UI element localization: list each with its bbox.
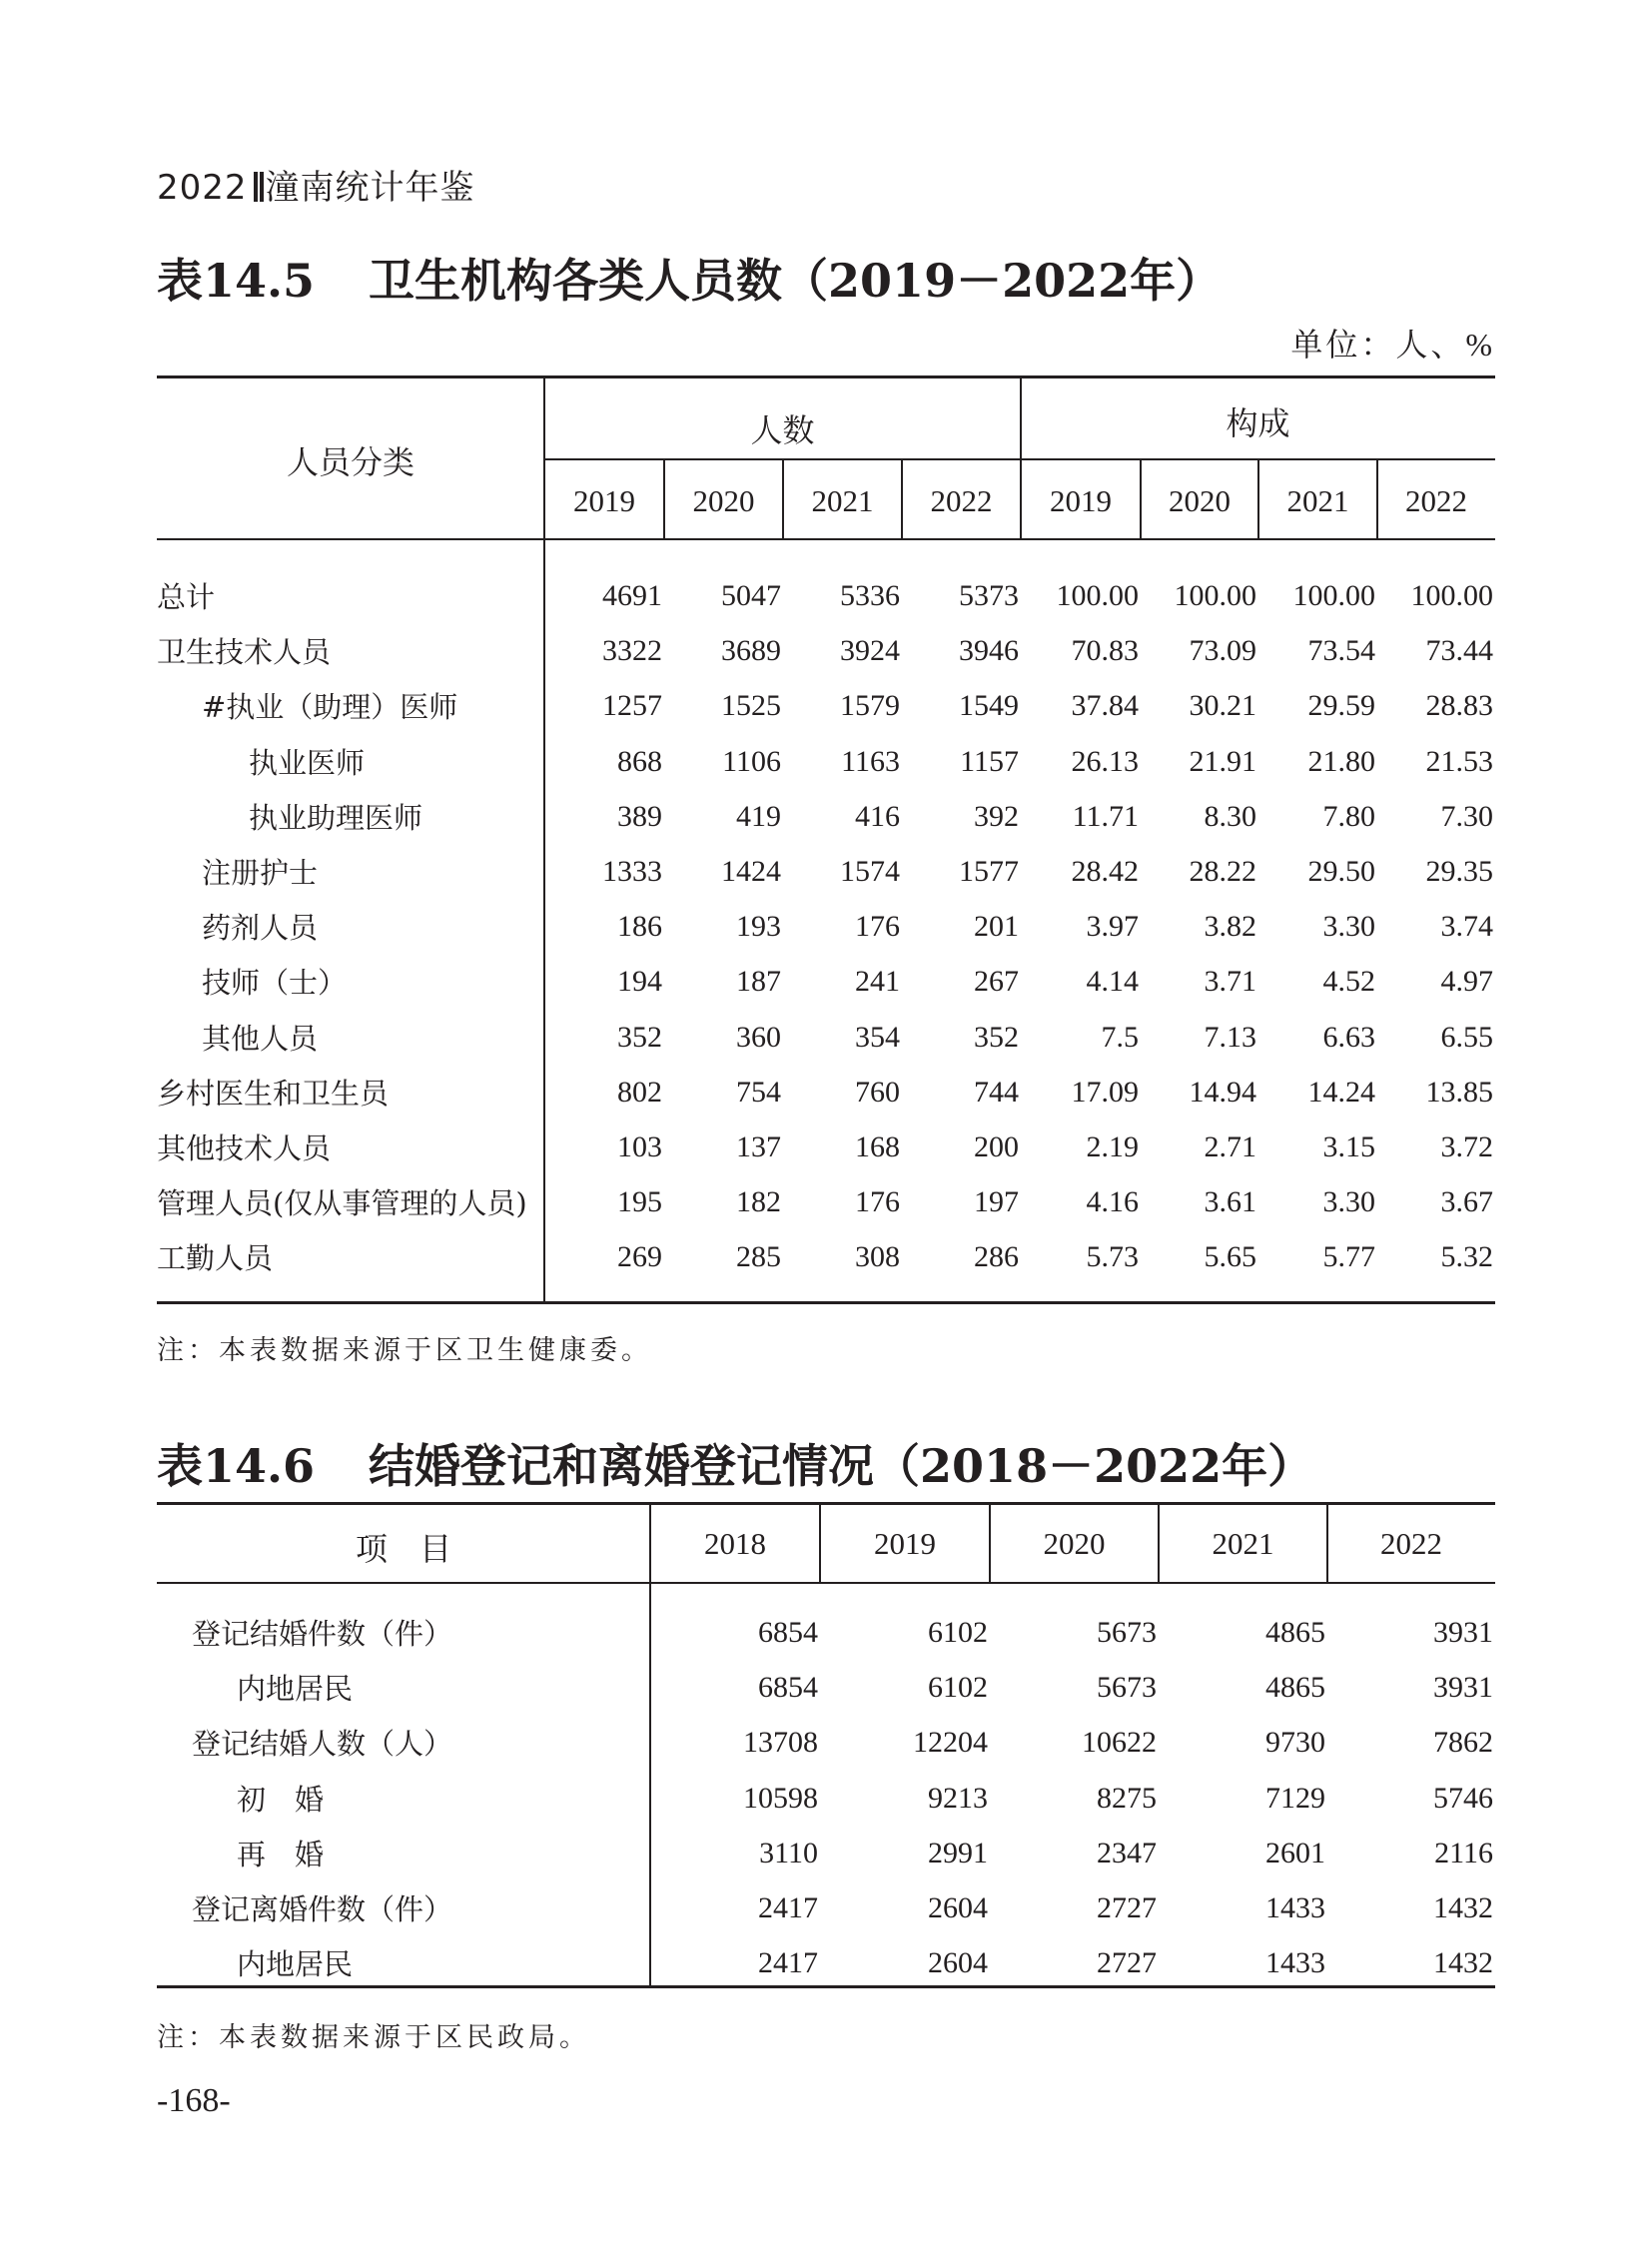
table2-cell: 2116	[1434, 1836, 1493, 1869]
table1-cell: 193	[736, 910, 781, 944]
table1-cell: 100.00	[1410, 579, 1493, 612]
table1-cell: 201	[974, 910, 1019, 944]
table1-cell: 100.00	[1292, 579, 1375, 612]
table1-cell: 1106	[722, 744, 781, 778]
table2-cell: 2727	[1097, 1946, 1157, 1980]
table1-cell: 6.63	[1322, 1020, 1375, 1054]
table2-row-header: 项 目	[355, 1530, 451, 1568]
table1-row-label: 执业助理医师	[249, 800, 423, 835]
table2-row-label: 登记离婚件数（件）	[192, 1892, 453, 1926]
table1-cell: 2.71	[1204, 1130, 1256, 1163]
table1-cell: 2.19	[1086, 1130, 1139, 1163]
table1-year-header: 2021	[811, 483, 874, 518]
table2-year-header: 2022	[1380, 1526, 1442, 1561]
table1-cell: 100.00	[1056, 579, 1139, 612]
table2-row-label: 登记结婚件数（件）	[192, 1617, 453, 1651]
table2-cell: 2601	[1265, 1836, 1325, 1869]
table1-cell: 182	[736, 1185, 781, 1219]
table2-cell: 2604	[928, 1946, 988, 1980]
table2-cell: 13708	[743, 1726, 818, 1760]
table1-cell: 802	[617, 1075, 662, 1109]
table1-row-label: 注册护士	[202, 856, 319, 890]
table1-cell: 7.13	[1204, 1020, 1256, 1054]
running-head	[157, 160, 475, 209]
table2-cell: 3931	[1433, 1671, 1493, 1705]
table1-cell: 3.71	[1204, 965, 1256, 999]
table2-row-label: 再 婚	[237, 1837, 325, 1871]
table1-cell: 7.30	[1440, 799, 1493, 833]
table1-cell: 1577	[959, 855, 1019, 888]
table1-cell: 21.91	[1189, 744, 1256, 778]
table1-row-label: 乡村医生和卫生员	[157, 1076, 390, 1111]
table1-cell: 28.22	[1189, 855, 1256, 888]
table1-cell: 1574	[840, 855, 900, 888]
table2-cell: 7129	[1265, 1781, 1325, 1815]
table2-cell: 7862	[1433, 1726, 1493, 1760]
table1-cell: 186	[617, 910, 662, 944]
table1-cell: 1163	[841, 744, 900, 778]
table1-cell: 194	[617, 965, 662, 999]
table1-cell: 286	[974, 1240, 1019, 1274]
table1-year-header: 2020	[692, 483, 755, 518]
table1-year-header: 2021	[1286, 483, 1349, 518]
table1-cell: 14.24	[1307, 1075, 1375, 1109]
table1-cell: 200	[974, 1130, 1019, 1163]
table1-cell: 30.21	[1189, 689, 1256, 723]
table2-row-label: 登记结婚人数（人）	[192, 1727, 453, 1762]
table1-cell: 389	[617, 799, 662, 833]
table2-cell: 1433	[1265, 1946, 1325, 1980]
running-head-separator	[254, 172, 258, 202]
table1-cell: 17.09	[1071, 1075, 1139, 1109]
table2-title	[157, 1430, 1313, 1496]
table1-cell: 187	[736, 965, 781, 999]
running-head-book: 潼南统计年鉴	[265, 168, 475, 208]
table2-cell: 2347	[1097, 1836, 1157, 1869]
table2-title-text: 结婚登记和离婚登记情况（2018－2022年）	[369, 1439, 1314, 1493]
table1-cell: 5.65	[1204, 1240, 1256, 1274]
table1-note: 注：本表数据来源于区卫生健康委。	[157, 1335, 652, 1365]
table1-row-label: 药剂人员	[202, 911, 319, 946]
table1-cell: 29.35	[1425, 855, 1493, 888]
table2-cell: 2604	[928, 1891, 988, 1924]
table1-row-label: 卫生技术人员	[157, 635, 332, 670]
table1-cell: 195	[617, 1185, 662, 1219]
table1-year-header: 2020	[1169, 483, 1231, 518]
table2-year-header: 2021	[1212, 1526, 1274, 1561]
table1-cell: 21.80	[1307, 744, 1375, 778]
table1-cell: 21.53	[1425, 744, 1493, 778]
table2-bottom-rule	[157, 1985, 1495, 1988]
table1-row-label: 其他人员	[202, 1021, 319, 1056]
table1-cell: 3.15	[1322, 1130, 1375, 1163]
table1-cell: 3.72	[1440, 1130, 1493, 1163]
table2	[157, 1502, 1495, 1991]
table2-cell: 6854	[758, 1671, 818, 1705]
table2-cell: 6854	[758, 1616, 818, 1649]
table1-cell: 3.74	[1440, 910, 1493, 944]
table1-row-label: 其他技术人员	[157, 1131, 332, 1165]
table2-header-bottom-rule	[157, 1582, 1495, 1584]
table2-cell: 4865	[1265, 1671, 1325, 1705]
table1-cell: 1257	[602, 689, 662, 723]
table2-cell: 6102	[928, 1616, 988, 1649]
table1-bottom-rule	[157, 1301, 1495, 1304]
table1-cell: 5.73	[1086, 1240, 1139, 1274]
table2-cell: 5673	[1097, 1616, 1157, 1649]
table2-year-header: 2018	[704, 1526, 766, 1561]
table1-cell: 3924	[840, 634, 900, 668]
table1-cell: 176	[855, 910, 900, 944]
table2-cell: 1433	[1265, 1891, 1325, 1924]
table1-cell: 416	[855, 799, 900, 833]
table1-cell: 352	[617, 1020, 662, 1054]
table1-cell: 7.5	[1101, 1020, 1139, 1054]
table1-cell: 100.00	[1174, 579, 1256, 612]
table1-row-label: 总计	[157, 580, 216, 614]
table1-cell: 3689	[721, 634, 781, 668]
table1-cell: 1579	[840, 689, 900, 723]
table1-cell: 73.54	[1307, 634, 1375, 668]
table1-cell: 137	[736, 1130, 781, 1163]
table1-cell: 5047	[721, 579, 781, 612]
table1-cell: 5336	[840, 579, 900, 612]
table1-row-label: #执业（助理）医师	[202, 690, 458, 725]
table2-cell: 3931	[1433, 1616, 1493, 1649]
page-number: -168-	[157, 2082, 231, 2119]
table1-cell: 419	[736, 799, 781, 833]
table1-row-label: 执业医师	[249, 745, 366, 780]
table1-cell: 3.61	[1204, 1185, 1256, 1219]
table1-unit: 单位：人、%	[1290, 327, 1495, 363]
table1-cell: 168	[855, 1130, 900, 1163]
table1-cell: 8.30	[1204, 799, 1256, 833]
table1-cell: 3.30	[1322, 1185, 1375, 1219]
table1-cell: 197	[974, 1185, 1019, 1219]
table1-cell: 5373	[959, 579, 1019, 612]
table1-cell: 4.97	[1440, 965, 1493, 999]
table1-cell: 3.67	[1440, 1185, 1493, 1219]
table2-cell: 9213	[928, 1781, 988, 1815]
table1-cell: 5.77	[1322, 1240, 1375, 1274]
table2-cell: 4865	[1265, 1616, 1325, 1649]
table1-cell: 3946	[959, 634, 1019, 668]
table2-cell: 8275	[1097, 1781, 1157, 1815]
table1-cell: 1549	[959, 689, 1019, 723]
table1-cell: 1333	[602, 855, 662, 888]
table1-cell: 29.59	[1307, 689, 1375, 723]
table2-year-header: 2020	[1043, 1526, 1106, 1561]
table2-year-header: 2019	[874, 1526, 936, 1561]
table1-group-header: 人数	[750, 411, 815, 449]
table1	[157, 375, 1495, 1304]
table1-cell: 7.80	[1322, 799, 1375, 833]
table1-cell: 37.84	[1071, 689, 1139, 723]
table1-row-label: 工勤人员	[157, 1241, 274, 1276]
table1-cell: 3322	[602, 634, 662, 668]
table1-cell: 744	[974, 1075, 1019, 1109]
table2-cell: 5746	[1433, 1781, 1493, 1815]
table1-cell: 267	[974, 965, 1019, 999]
table2-cell: 1432	[1433, 1946, 1493, 1980]
table1-cell: 868	[617, 744, 662, 778]
table2-cell: 3110	[759, 1836, 818, 1869]
table2-cell: 9730	[1265, 1726, 1325, 1760]
table1-cell: 1424	[721, 855, 781, 888]
table1-cell: 241	[855, 965, 900, 999]
table2-note: 注：本表数据来源于区民政局。	[157, 2022, 590, 2052]
table1-group-header: 构成	[1226, 404, 1290, 442]
table2-cell: 2417	[758, 1891, 818, 1924]
table2-row-label: 内地居民	[237, 1947, 354, 1982]
table1-top-rule	[157, 375, 1495, 378]
table1-title	[157, 245, 1222, 311]
table2-cell: 6102	[928, 1671, 988, 1705]
table1-number: 表14.5	[157, 254, 316, 308]
table1-cell: 354	[855, 1020, 900, 1054]
table1-cell: 3.30	[1322, 910, 1375, 944]
table1-cell: 352	[974, 1020, 1019, 1054]
table1-cell: 26.13	[1071, 744, 1139, 778]
table2-row-label: 初 婚	[237, 1782, 325, 1817]
table1-year-header: 2022	[930, 483, 993, 518]
table2-cell: 2727	[1097, 1891, 1157, 1924]
table1-cell: 28.42	[1071, 855, 1139, 888]
table1-cell: 5.32	[1440, 1240, 1493, 1274]
table1-cell: 70.83	[1071, 634, 1139, 668]
table1-cell: 4691	[602, 579, 662, 612]
table1-cell: 4.14	[1086, 965, 1139, 999]
table2-cell: 2991	[928, 1836, 988, 1869]
table1-cell: 73.09	[1189, 634, 1256, 668]
table1-cell: 3.82	[1204, 910, 1256, 944]
table2-cell: 1432	[1433, 1891, 1493, 1924]
table1-cell: 269	[617, 1240, 662, 1274]
table2-number: 表14.6	[157, 1439, 316, 1493]
table1-row-label: 管理人员(仅从事管理的人员)	[157, 1186, 527, 1221]
table1-cell: 6.55	[1440, 1020, 1493, 1054]
table1-cell: 103	[617, 1130, 662, 1163]
table2-cell: 2417	[758, 1946, 818, 1980]
table1-cell: 754	[736, 1075, 781, 1109]
table2-top-rule	[157, 1502, 1495, 1505]
table1-row-label: 技师（士）	[202, 966, 348, 1001]
table1-cell: 4.52	[1322, 965, 1375, 999]
running-head-year: 2022	[157, 168, 248, 208]
table1-cell: 73.44	[1425, 634, 1493, 668]
table2-cell: 10598	[743, 1781, 818, 1815]
table1-cell: 308	[855, 1240, 900, 1274]
table1-cell: 3.97	[1086, 910, 1139, 944]
table1-title-text: 卫生机构各类人员数（2019－2022年）	[369, 254, 1223, 308]
table1-cell: 392	[974, 799, 1019, 833]
table1-year-header: 2019	[573, 483, 635, 518]
table1-cell: 760	[855, 1075, 900, 1109]
table1-cell: 176	[855, 1185, 900, 1219]
table2-cell: 12204	[913, 1726, 988, 1760]
table1-year-header: 2019	[1050, 483, 1112, 518]
table1-cell: 360	[736, 1020, 781, 1054]
table1-cell: 4.16	[1086, 1185, 1139, 1219]
table1-cell: 11.71	[1072, 799, 1139, 833]
table2-cell: 5673	[1097, 1671, 1157, 1705]
table1-cell: 28.83	[1425, 689, 1493, 723]
table1-cell: 285	[736, 1240, 781, 1274]
table1-row-header: 人员分类	[286, 443, 414, 481]
table2-cell: 10622	[1082, 1726, 1157, 1760]
table1-year-header: 2022	[1405, 483, 1467, 518]
table1-cell: 1157	[960, 744, 1019, 778]
table1-cell: 14.94	[1189, 1075, 1256, 1109]
table1-cell: 29.50	[1307, 855, 1375, 888]
table1-cell: 1525	[721, 689, 781, 723]
table2-row-label: 内地居民	[237, 1672, 354, 1707]
table1-cell: 13.85	[1425, 1075, 1493, 1109]
table1-header-bottom-rule	[157, 538, 1495, 540]
